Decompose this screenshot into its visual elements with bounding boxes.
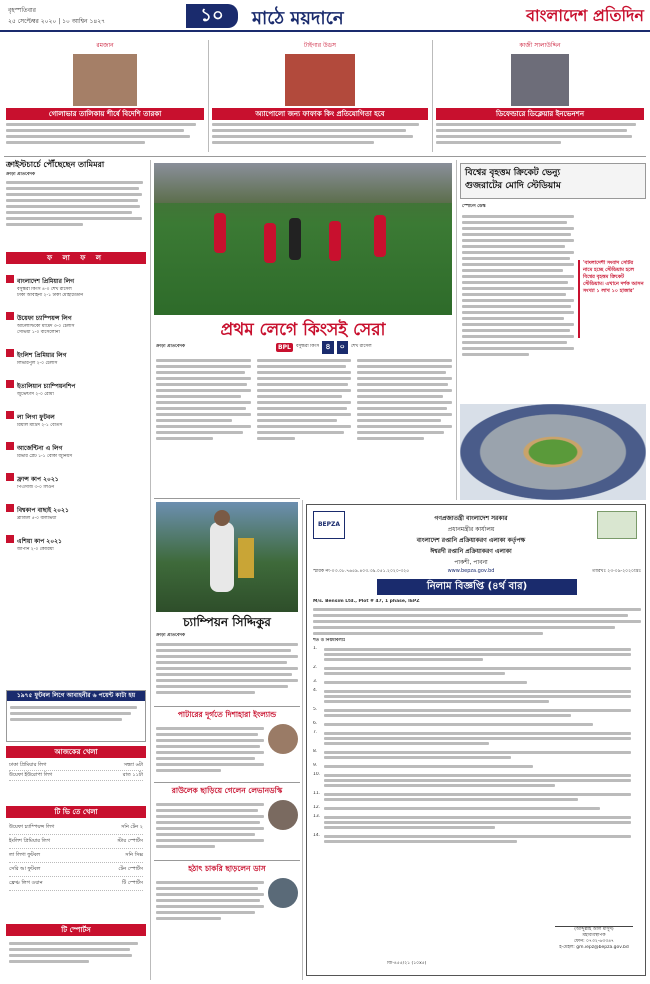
- top-story-3[interactable]: [436, 40, 644, 155]
- notice-term: [313, 646, 641, 663]
- result-block: [6, 404, 146, 429]
- tv-event: উয়েফা চ্যাম্পিয়ন্স লিগ: [9, 824, 55, 830]
- bullet-icon: [6, 411, 14, 419]
- tv-header: টি ভি তে খেলা: [6, 806, 146, 818]
- term-body: [324, 763, 641, 770]
- notice-org-2: প্রধানমন্ত্রীর কার্যালয়: [447, 526, 495, 533]
- tv-channel: সনি টেন ২: [121, 824, 143, 830]
- today-row: [9, 761, 143, 771]
- term-number: 5.: [313, 707, 318, 712]
- notice-term: [313, 707, 641, 719]
- bepza-logo: BEPZA: [313, 511, 345, 539]
- result-line: বসুন্ধরা কিংস ৪-০ শেখ রাসেল: [17, 287, 72, 292]
- tv-box: [6, 806, 146, 920]
- main-story-body: [156, 356, 452, 464]
- result-league: ইংলিশ প্রিমিয়ার লিগ: [17, 352, 67, 359]
- bullet-icon: [6, 349, 14, 357]
- top-story-3-kicker: কাজী সালাউদ্দিন: [519, 42, 561, 49]
- term-body: [324, 749, 641, 761]
- term-number: 13.: [313, 814, 321, 819]
- result-line: জুভেন্টাস ২-০ রোমা: [17, 392, 54, 397]
- result-league: এশিয়া কাপ ২০২১: [17, 538, 62, 545]
- lead-story[interactable]: [6, 160, 146, 250]
- side-story-2-headline: রাউলেক ছাড়িয়ে গেলেন লেভানডস্কি: [171, 786, 283, 795]
- notice-org-1: গণপ্রজাতন্ত্রী বাংলাদেশ সরকার: [434, 515, 508, 522]
- notice-term: [313, 679, 641, 686]
- notice-terms-header: শর্ত ও নিয়মাবলীঃ: [313, 638, 346, 643]
- auction-notice: [306, 504, 646, 976]
- term-number: 10.: [313, 772, 321, 777]
- result-block: [6, 497, 146, 522]
- term-body: [324, 707, 641, 719]
- side-story-3[interactable]: [156, 864, 298, 944]
- tv-event: ফ্রেঞ্চ লিগ ওয়ান: [9, 880, 43, 886]
- term-number: 6.: [313, 721, 318, 726]
- tv-row: [9, 863, 143, 877]
- divider: [208, 40, 209, 152]
- today-event: উয়েফা ইউরোপা লিগ: [9, 772, 53, 778]
- divider: [432, 40, 433, 152]
- divider: [154, 498, 300, 499]
- champion-body: [156, 640, 298, 706]
- tsports-box: [6, 924, 146, 980]
- term-number: 12.: [313, 805, 321, 810]
- notice-term: [313, 730, 641, 747]
- result-league: উয়েফা চ্যাম্পিয়ন্স লিগ: [17, 315, 72, 322]
- bullet-icon: [6, 442, 14, 450]
- tv-channel: সনি সিক্স: [125, 852, 143, 858]
- score-home: ৪: [322, 341, 333, 354]
- champion-byline: ক্রীড়া প্রতিবেদক: [156, 633, 185, 638]
- term-number: 3.: [313, 679, 318, 684]
- top-story-1-kicker: রমজান: [96, 42, 114, 49]
- tv-row: [9, 835, 143, 849]
- result-line: আটলান্টিকো মাদ্রিদ ৩-০ চেলসি: [17, 324, 75, 329]
- page-number: ১০: [186, 4, 238, 28]
- term-body: [324, 833, 641, 845]
- term-body: [324, 665, 641, 677]
- tsports-header: টি স্পোর্টস: [6, 924, 146, 936]
- bpl-logo: BPL: [278, 343, 291, 351]
- score-away-team: শেখ রাসেল: [350, 344, 372, 349]
- score-home-team: বসুন্ধরা কিংস: [295, 344, 320, 349]
- top-story-2-photo: [285, 54, 355, 106]
- top-story-3-photo: [511, 54, 569, 106]
- bullet-icon: [6, 380, 14, 388]
- term-body: [324, 721, 641, 728]
- stadium-headline-2: গুজরাটের মোদি স্টেডিয়াম: [465, 181, 561, 191]
- bullet-icon: [6, 504, 14, 512]
- side-story-3-photo: [268, 878, 298, 908]
- term-number: 11.: [313, 791, 321, 796]
- result-league: ইতালিয়ান চ্যাম্পিয়নশিপ: [17, 383, 76, 390]
- result-league: লা লিগা ফুটবল: [17, 414, 55, 421]
- result-league: বাংলাদেশ প্রিমিয়ার লিগ: [17, 278, 75, 285]
- term-number: 4.: [313, 688, 318, 693]
- champion-headline: চ্যাম্পিয়ন সিদ্দিকুর: [183, 615, 271, 629]
- term-body: [324, 646, 641, 663]
- tv-row: [9, 877, 143, 891]
- side-story-2[interactable]: [156, 786, 298, 860]
- top-story-2-headline: অ্যাপোলো জন্য ফাফাক কিং প্রতিযোগিতা হবে: [212, 108, 428, 120]
- mid-box-headline: ১৯৭৫ ফুটবল লিগে আবাহনীর ৬ পয়েন্ট কাটা হয়: [7, 691, 145, 701]
- result-line: লিভারপুল ২-০ চেলসি: [17, 361, 58, 366]
- result-block: [6, 435, 146, 460]
- result-line: পিএসজি ৩-০ লিওন: [17, 485, 55, 490]
- tv-row: [9, 849, 143, 863]
- side-story-1[interactable]: [156, 710, 298, 782]
- notice-title: নিলাম বিজ্ঞপ্তি (৪র্থ বার): [377, 579, 577, 595]
- notice-term: [313, 791, 641, 803]
- side-story-3-headline: হঠাৎ চাকরি ছাড়লেন ডাস: [188, 864, 266, 873]
- scoreboard: [276, 340, 452, 354]
- lead-headline: ক্রাইস্টচার্চে পৌঁছেছেন তামিমরা: [6, 160, 105, 169]
- divider: [302, 500, 303, 980]
- bullet-icon: [6, 535, 14, 543]
- term-number: 9.: [313, 763, 318, 768]
- section-title: মাঠে ময়দানে: [252, 8, 344, 29]
- result-block: [6, 466, 146, 491]
- notice-org-3: বাংলাদেশ রপ্তানি প্রক্রিয়াকরণ এলাকা কর্তৃপক্ষ: [416, 537, 526, 544]
- top-story-1[interactable]: [6, 40, 204, 155]
- divider: [4, 156, 646, 157]
- term-number: 2.: [313, 665, 318, 670]
- result-league: আর্জেন্টিনা এ লিগ: [17, 445, 63, 452]
- main-byline: ক্রীড়া প্রতিবেদক: [156, 344, 185, 349]
- tv-channel: টি স্পোর্টস: [122, 880, 143, 886]
- signature-scribble: [555, 917, 633, 927]
- divider: [154, 782, 300, 783]
- term-body: [324, 730, 641, 747]
- ad-code: জি-৪৫৫/২১ (১০x৫): [387, 961, 427, 966]
- stadium-byline: স্পোর্টস ডেস্ক: [462, 204, 486, 209]
- stadium-pullquote: 'বাংলাদেশী সংবাদ সেটির নামে হচ্ছে স্টেডিয়াম হলে বিশ্বের বৃহত্তম ক্রিকেট স্টেডিয়াম। এখানে দর্শক আসন সংখ্যা ১ লাখ ১০ হাজার': [578, 260, 644, 338]
- side-story-1-headline: পাটারের দূর্গতে দিশাহারা ইংল্যান্ড: [177, 710, 277, 719]
- tv-event: ইংলিশ প্রিমিয়ার লিগ: [9, 838, 50, 844]
- today-event: ঢাকা প্রিমিয়ার লিগ: [9, 762, 47, 768]
- stadium-headline-1: বিশ্বের বৃহত্তম ক্রিকেট ভেন্যু: [465, 168, 561, 178]
- term-body: [324, 805, 641, 812]
- tv-event: লা লিগা ফুটবল: [9, 852, 41, 858]
- result-line: রিভার প্লেট ১-১ বোকা জুনিয়র্স: [17, 454, 73, 459]
- champion-photo: [156, 502, 298, 612]
- score-away: ০: [337, 341, 348, 354]
- side-story-1-photo: [268, 724, 298, 754]
- notice-org-5: পাকশী, পাবনা: [454, 559, 488, 566]
- notice-ref: স্মারক নং-০৩.০৮.৭৬৫৯.৪০৩.৩৯.০৫১.২০২০-৩২৫: [313, 569, 410, 574]
- notice-term: [313, 763, 641, 770]
- header-day: বৃহস্পতিবার: [8, 7, 36, 14]
- today-time: সন্ধ্যা ৬টা: [123, 762, 143, 768]
- term-body: [324, 791, 641, 803]
- term-number: 7.: [313, 730, 318, 735]
- notice-url[interactable]: www.bepza.gov.bd: [447, 568, 495, 574]
- notice-term: [313, 814, 641, 831]
- tv-row: [9, 821, 143, 835]
- result-line: রিয়াল মাদ্রিদ ২-১ বেতিস: [17, 423, 63, 428]
- today-time: রাত ১১টা: [122, 772, 143, 778]
- results-header: ফ লা ফ ল: [6, 252, 146, 264]
- main-headline: প্রথম লেগে কিংসই সেরা: [220, 320, 386, 340]
- newspaper-logo: বাংলাদেশ প্রতিদিন: [526, 6, 644, 25]
- notice-date: তারিখঃ ২৩-০৯-২০২০খ্রিঃ: [592, 569, 641, 574]
- term-number: 1.: [313, 646, 318, 651]
- today-box: [6, 746, 146, 806]
- notice-term: [313, 721, 641, 728]
- term-body: [324, 772, 641, 789]
- divider: [456, 160, 457, 500]
- result-league: বিশ্বকাপ বাছাই ২০২১: [17, 507, 69, 514]
- side-story-2-photo: [268, 800, 298, 830]
- divider: [150, 160, 151, 980]
- result-block: [6, 268, 146, 299]
- today-header: আজকের খেলা: [6, 746, 146, 758]
- term-body: [324, 688, 641, 705]
- tv-channel: টেন স্পোর্টস: [118, 866, 143, 872]
- stadium-photo: [460, 404, 646, 500]
- term-body: [324, 814, 641, 831]
- divider: [154, 860, 300, 861]
- result-line: জাপান ২-০ কোরিয়া: [17, 547, 54, 552]
- stadium-headline-box: [460, 163, 646, 199]
- mid-box: [6, 690, 146, 742]
- term-body: [324, 679, 641, 686]
- bullet-icon: [6, 275, 14, 283]
- lead-byline: ক্রীড়া প্রতিবেদক: [6, 172, 35, 177]
- notice-phone: ফোন: ০৭৩২-৬৩৩৪৭: [573, 939, 614, 944]
- result-block: [6, 305, 146, 336]
- term-number: 8.: [313, 749, 318, 754]
- notice-org-4: ঈশ্বরদী রপ্তানি প্রক্রিয়াকরণ এলাকা: [430, 548, 512, 555]
- result-block: [6, 528, 146, 553]
- bullet-icon: [6, 312, 14, 320]
- top-story-2-kicker: টাইগার উডস: [303, 42, 337, 49]
- result-block: [6, 342, 146, 367]
- results-list: [6, 268, 146, 688]
- notice-term: [313, 749, 641, 761]
- notice-term: [313, 665, 641, 677]
- result-league: ফ্রান্স কাপ ২০২১: [17, 476, 59, 483]
- result-block: [6, 373, 146, 398]
- notice-term: [313, 805, 641, 812]
- top-story-1-headline: গোলাভার তালিকায় শীর্ষে বিদেশি তারকা: [6, 108, 204, 120]
- top-story-3-headline: ডিফেন্ডারে ডিক্লেয়ার ইনভেনশন: [436, 108, 644, 120]
- top-story-1-photo: [73, 54, 137, 106]
- tv-channel: স্টার স্পোর্টস: [117, 838, 143, 844]
- main-story-photo: [154, 163, 452, 315]
- today-row: [9, 771, 143, 781]
- notice-term: [313, 833, 641, 845]
- notice-term: [313, 688, 641, 705]
- emblem-icon: [597, 511, 637, 539]
- result-line: ঢাকা আবাহনী ২-১ ঢাকা মোহামেডান: [17, 293, 84, 298]
- tv-event: সেরি আ ফুটবল: [9, 866, 41, 872]
- header-date: ২৫ সেপ্টেম্বর ২০২০ | ১০ আশ্বিন ১৪২৭: [8, 18, 106, 25]
- notice-email: ই-মেইল: gm.iepz@bepza.gov.bd: [559, 945, 629, 950]
- result-line: ব্রাজিল ৫-০ বলিভিয়া: [17, 516, 57, 521]
- result-line: সেভিয়া ১-০ বার্সেলোনা: [17, 330, 60, 335]
- top-story-2[interactable]: [212, 40, 428, 155]
- notice-term: [313, 772, 641, 789]
- divider: [154, 706, 300, 707]
- notice-intro: M/s. Bensim Ltd., Plot # 47, 1 phase, IEPZ: [313, 599, 420, 604]
- signature-name: (আব্দুল্লাহ আল মাসুদ): [574, 927, 614, 932]
- signature-title: মহাব্যবস্থাপক: [582, 933, 606, 938]
- term-number: 14.: [313, 833, 321, 838]
- bullet-icon: [6, 473, 14, 481]
- stadium-body: [462, 212, 574, 402]
